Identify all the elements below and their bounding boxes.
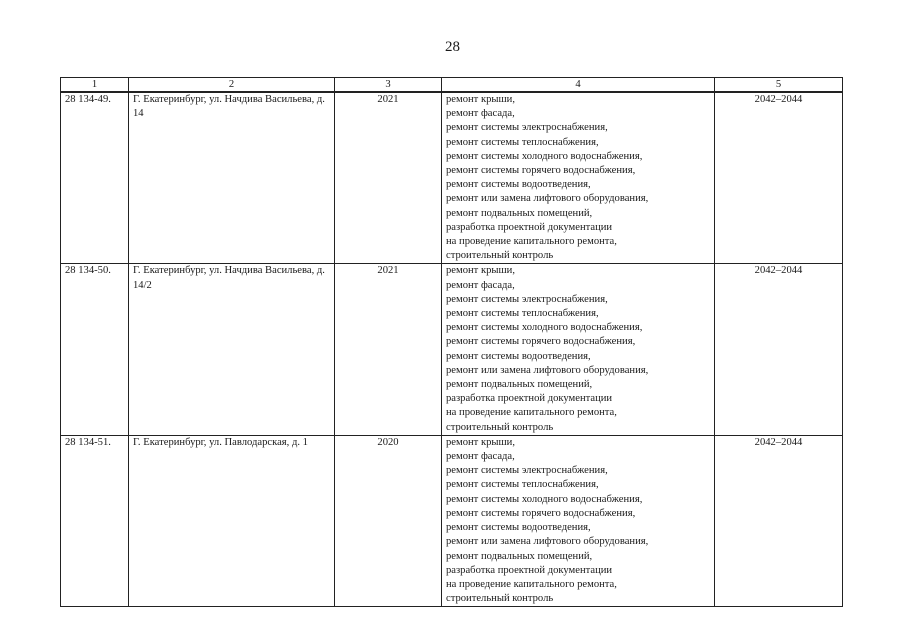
row-year: 2021 <box>335 92 442 264</box>
row-period: 2042–2044 <box>715 92 843 264</box>
row-year: 2020 <box>335 435 442 606</box>
header-col-1: 1 <box>61 78 129 93</box>
work-item: строительный контроль <box>446 421 554 433</box>
work-item: разработка проектной документации <box>446 393 613 405</box>
work-item: ремонт системы горячего водоснабжения, <box>446 165 636 177</box>
row-address: Г. Екатеринбург, ул. Павлодарская, д. 1 <box>129 435 335 606</box>
work-item: ремонт фасада, <box>446 279 515 291</box>
row-period: 2042–2044 <box>715 435 843 606</box>
row-number: 28 134-49. <box>61 92 129 264</box>
row-works-list <box>442 264 715 435</box>
work-item: ремонт системы горячего водоснабжения, <box>446 336 636 348</box>
work-item: ремонт подвальных помещений, <box>446 550 593 562</box>
work-item: ремонт системы водоотведения, <box>446 179 591 191</box>
work-item: ремонт или замена лифтового оборудования, <box>446 536 649 548</box>
capital-repair-table <box>60 77 843 607</box>
work-item: ремонт системы теплоснабжения, <box>446 308 599 320</box>
work-item: ремонт подвальных помещений, <box>446 379 593 391</box>
work-item: ремонт крыши, <box>446 436 515 448</box>
header-col-3: 3 <box>335 78 442 93</box>
work-item: ремонт системы водоотведения, <box>446 522 591 534</box>
work-item: ремонт системы электроснабжения, <box>446 122 608 134</box>
row-address: Г. Екатеринбург, ул. Начдива Васильева, д. 14/2 <box>129 264 335 435</box>
work-item: ремонт системы теплоснабжения, <box>446 136 599 148</box>
work-item: ремонт системы электроснабжения, <box>446 465 608 477</box>
work-item: на проведение капитального ремонта, <box>446 236 617 248</box>
work-item: ремонт системы холодного водоснабжения, <box>446 493 643 505</box>
work-item: ремонт системы холодного водоснабжения, <box>446 150 643 162</box>
row-works-list <box>442 435 715 606</box>
work-item: разработка проектной документации <box>446 564 613 576</box>
work-item: строительный контроль <box>446 250 554 262</box>
table-row <box>61 264 843 435</box>
header-row <box>61 78 843 93</box>
work-item: ремонт крыши, <box>446 94 515 105</box>
work-item: ремонт системы водоотведения, <box>446 350 591 362</box>
work-item: на проведение капитального ремонта, <box>446 578 617 590</box>
work-item: строительный контроль <box>446 593 554 605</box>
work-item: на проведение капитального ремонта, <box>446 407 617 419</box>
work-item: ремонт крыши, <box>446 265 515 277</box>
work-item: ремонт подвальных помещений, <box>446 207 593 219</box>
row-works-list <box>442 92 715 264</box>
work-item: ремонт системы теплоснабжения, <box>446 479 599 491</box>
row-address: Г. Екатеринбург, ул. Начдива Васильева, д. 14 <box>129 92 335 264</box>
work-item: ремонт или замена лифтового оборудования, <box>446 364 649 376</box>
work-item: разработка проектной документации <box>446 221 613 233</box>
row-period: 2042–2044 <box>715 264 843 435</box>
work-item: ремонт фасада, <box>446 451 515 463</box>
row-year: 2021 <box>335 264 442 435</box>
work-item: ремонт системы холодного водоснабжения, <box>446 322 643 334</box>
work-item: ремонт фасада, <box>446 108 515 120</box>
table-row <box>61 92 843 264</box>
header-col-2: 2 <box>129 78 335 93</box>
row-number: 28 134-50. <box>61 264 129 435</box>
header-col-5: 5 <box>715 78 843 93</box>
work-item: ремонт системы горячего водоснабжения, <box>446 507 636 519</box>
work-item: ремонт или замена лифтового оборудования, <box>446 193 649 205</box>
page-number: 28 <box>445 39 460 55</box>
work-item: ремонт системы электроснабжения, <box>446 293 608 305</box>
table-row <box>61 435 843 606</box>
header-col-4: 4 <box>442 78 715 93</box>
row-number: 28 134-51. <box>61 435 129 606</box>
